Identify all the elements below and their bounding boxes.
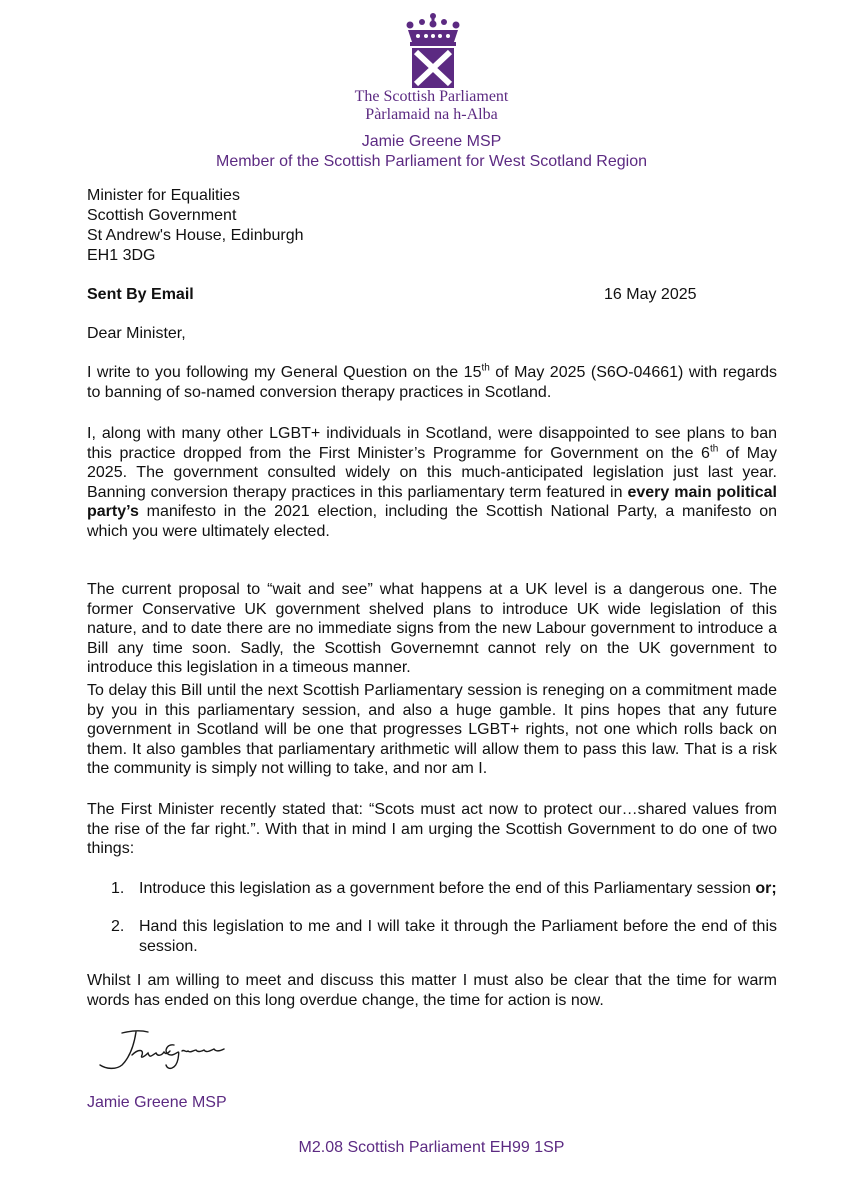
paragraph-4: To delay this Bill until the next Scottish Parliamentary session is reneging on a commitment made by you in this parliamentary session, and also a huge gamble. It pins hopes that any future government in Scotland will be one that progresses LGBT+ rights, not one which rolls back on them. It also gambles that parliamentary arithmetic will allow them to pass this law. That is a risk the community is simply not willing to take, and nor am I. [87, 682, 777, 777]
paragraph-3: The current proposal to “wait and see” what happens at a UK level is a dangerous one. The former Conservative UK government shelved plans to introduce UK wide legislation of this nature, and to date there are no immediate signs from the new Labour government to introduce a Bill any time soon. Sadly, the Scottish Governemnt cannot rely on the UK government to introduce this legislation in a timeous manner. [87, 581, 777, 676]
handwritten-signature [92, 1025, 242, 1075]
sender-name: Jamie Greene MSP [361, 133, 502, 150]
paragraph-1: I write to you following my General Question on the 15th of May 2025 (S6O-04661) with regards to banning of so-named conversion therapy practices in Scotland. [87, 362, 778, 401]
recipient-title: Minister for Equalities [87, 187, 240, 204]
footer-address: M2.08 Scottish Parliament EH99 1SP [298, 1139, 565, 1156]
letter-date: 16 May 2025 [604, 286, 697, 303]
list-item: 1. Introduce this legislation as a government before the end of this Parliamentary session or; [111, 880, 777, 897]
paragraph-2: I, along with many other LGBT+ individuals in Scotland, were disappointed to see plans to ban this practice dropped from the First Minister’s Programme for Government on the 6th of May 2025. The government consulted widely on this much-anticipated legislation just last year. Banning conversion therapy practices in this parliamentary term featured in every main political party’s manifesto in the 2021 election, including the Scottish National Party, a manifesto on which you were ultimately elected. [87, 425, 777, 540]
recipient-postcode: EH1 3DG [87, 247, 156, 264]
paragraph-5: The First Minister recently stated that: “Scots must act now to protect our…shared values from the rise of the far right.”. With that in mind I am urging the Scottish Government to do one of two things: [87, 801, 777, 857]
recipient-address: St Andrew's House, Edinburgh [87, 227, 304, 244]
sent-by-label: Sent By Email [87, 286, 194, 303]
recipient-organisation: Scottish Government [87, 207, 237, 224]
org-name-english: The Scottish Parliament [354, 88, 509, 105]
salutation: Dear Minister, [87, 325, 186, 342]
list-item: 2. Hand this legislation to me and I will take it through the Parliament before the end of this session. [111, 918, 777, 955]
crown-saltire-crest-icon [396, 12, 470, 90]
signatory-name: Jamie Greene MSP [87, 1094, 227, 1111]
paragraph-6: Whilst I am willing to meet and discuss this matter I must also be clear that the time for warm words has ended on this long overdue change, the time for action is now. [87, 972, 777, 1009]
sender-role: Member of the Scottish Parliament for West Scotland Region [215, 153, 647, 170]
org-name-gaelic: Pàrlamaid na h-Alba [365, 106, 498, 123]
